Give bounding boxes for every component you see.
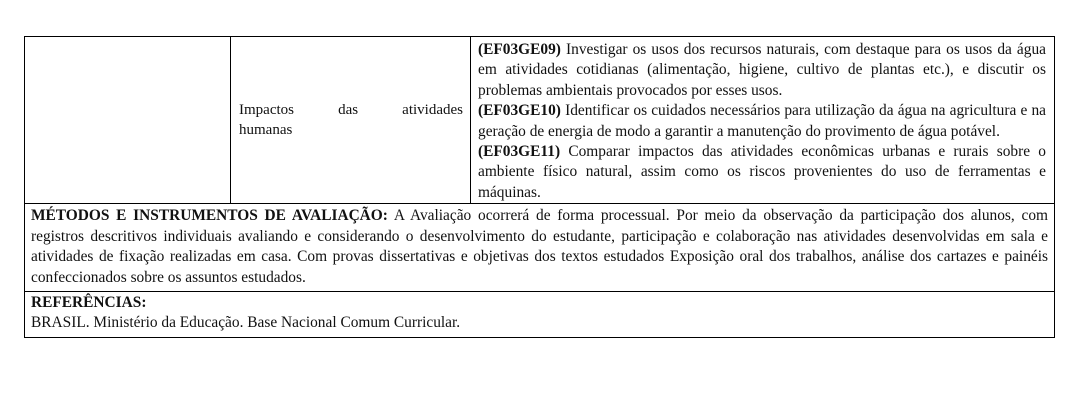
knowledge-object-line: humanas: [239, 122, 293, 139]
skill-code: (EF03GE11): [478, 143, 561, 161]
references-entry: BRASIL. Ministério da Educação. Base Nacional Comum Curricular.: [31, 314, 461, 332]
methods-cell: [25, 204, 1055, 291]
empty-unit-cell: [25, 37, 231, 204]
references-row: [25, 291, 1055, 337]
methods-text: [25, 204, 1054, 290]
curriculum-document: [24, 36, 1053, 338]
references-label: REFERÊNCIAS:: [31, 293, 147, 311]
references-cell: [25, 291, 1055, 337]
knowledge-object-text: [231, 100, 470, 141]
skill-description: Comparar impactos das atividades econômicas urbanas e rurais sobre o ambiente físico natural, assim como os riscos provenientes do uso de ferramentas e máquinas.: [478, 143, 1046, 201]
curriculum-table: [24, 36, 1055, 338]
methods-label: MÉTODOS E INSTRUMENTOS DE AVALIAÇÃO:: [31, 207, 388, 225]
references-text: [25, 292, 1054, 337]
skill-item: [478, 142, 1046, 203]
methods-description: A Avaliação ocorrerá de forma processual. Por meio da observação da participação dos alunos, com registros descritivos individuais avaliando e considerando o desenvolvimento do estudante, participação e colaboração nas atividades desenvolvidas em sala e atividades de fixação realizadas em casa. Com provas dissertativas e objetivas dos textos estudados Exposição oral dos trabalhos, análise dos cartazes e painéis confeccionados sobre os assuntos estudados.: [31, 207, 1049, 287]
skills-cell: [471, 37, 1055, 204]
skill-description: Identificar os cuidados necessários para utilização da água na agricultura e na geração de energia de modo a garantir a manutenção do provimento de água potável.: [478, 102, 1046, 140]
skill-code: (EF03GE09): [478, 41, 561, 58]
methods-row: [25, 204, 1055, 291]
skill-code: (EF03GE10): [478, 102, 561, 120]
skill-item: [478, 40, 1046, 101]
skill-description: Investigar os usos dos recursos naturais, com destaque para os usos da água em atividades cotidianas (alimentação, higiene, cultivo de plantas etc.), e discutir os problemas ambientais provocados por esses usos.: [478, 41, 1046, 99]
knowledge-object-line: Impactos das atividades: [239, 101, 463, 118]
skill-item: [478, 101, 1046, 142]
skills-list: [471, 37, 1054, 203]
skills-row: [25, 37, 1055, 204]
knowledge-object-cell: [231, 37, 471, 204]
